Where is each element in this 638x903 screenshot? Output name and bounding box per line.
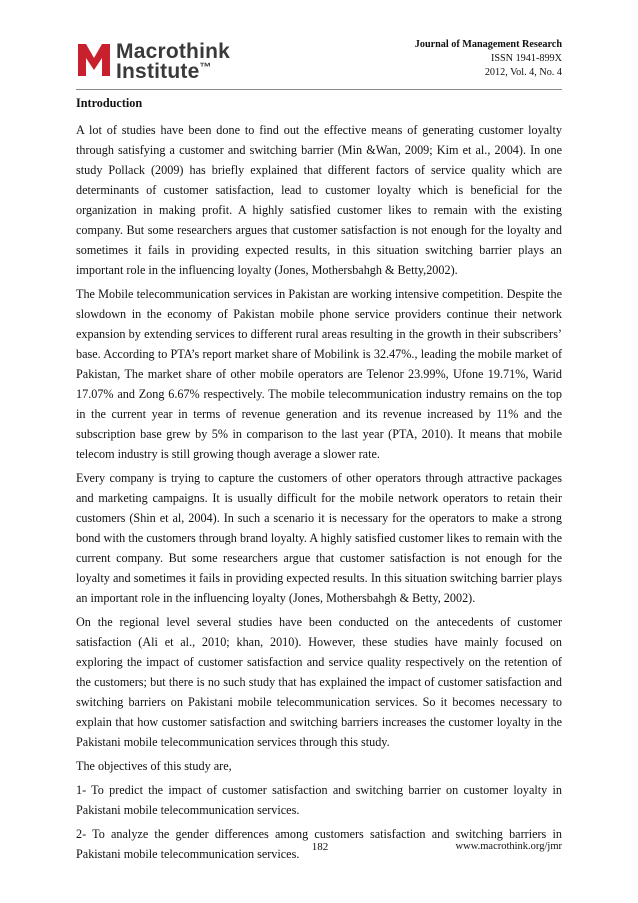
page-header [76,38,562,90]
paragraph: On the regional level several studies have been conducted on the antecedents of customer satisfaction (Ali et al., 2010; khan, 2010). However, these studies have mainly focused on exploring the impact of customer satisfaction and service quality respectively on the retention of the customers; but there is no such study that has explained the impact of customer satisfaction and switching barriers on Pakistani mobile telecommunication services. So it becomes necessary to explain that how customer satisfaction and switching barriers increases the customer loyalty in the Pakistani mobile telecommunication services through this study. [76,615,562,749]
journal-volume: 2012, Vol. 4, No. 4 [484,67,562,78]
objective-item: 1- To predict the impact of customer satisfaction and switching barrier on customer loyalty in Pakistani mobile telecommunication services. [76,783,562,817]
logo-text-line1: Macrothink [116,40,231,63]
page-number: 182 [311,841,329,853]
paragraph: The objectives of this study are, [76,759,232,773]
paragraph: The Mobile telecommunication services in Pakistan are working intensive competition. Despite the slowdown in the economy of Pakistan mobile phone service providers continue their network expansion by extending services to different rural areas resulting in the growth in their subscribers’ base. According to PTA’s report market share of Mobilink is 32.47%., leading the mobile market of Pakistan, The market share of other mobile operators are Telenor 23.99%, Ufone 19.71%, Warid 17.07% and Zong 6.67% respectively. The mobile telecommunication industry remains on the top in the current year in terms of revenue generation and its revenue increased by 11% and the subscription base grew by 5% in comparison to the last year (PTA, 2010). It means that mobile telecom industry is still growing though average a slower rate. [76,287,562,461]
logo-text-line2 [116,60,212,84]
macrothink-m-logo-icon [76,42,112,78]
logo-text-line2-word: Institute [116,60,200,83]
journal-title: Journal of Management Research [414,39,562,50]
header-rule [76,89,562,90]
objective-item: 2- To analyze the gender differences among customers satisfaction and switching barriers in Pakistani mobile telecommunication services. [76,827,562,861]
section-heading: Introduction [76,96,143,110]
journal-url-link[interactable]: www.macrothink.org/jmr [455,841,562,852]
paragraph: Every company is trying to capture the customers of other operators through attractive packages and marketing campaigns. It is usually difficult for the mobile network operators to retain their customers (Shin et al, 2004). In such a scenario it is necessary for the operators to make a strong bond with the customers through brand loyalty. A highly satisfied customer likes to remain with the current company. But some researchers argue that customer satisfaction is not enough for the loyalty and sometimes it fails in providing expected results. In this situation switching barrier plays an important role in the influencing loyalty (Jones, Mothersbahgh & Betty, 2002). [76,471,562,605]
paragraph: A lot of studies have been done to find out the effective means of generating customer loyalty through satisfying a customer and switching barrier (Min &Wan, 2009; Kim et al., 2004). In one study Pollack (2009) has briefly explained that different factors of service quality which are determinants of customer satisfaction, lead to customer loyalty which is beneficial for the organization in making profit. A highly satisfied customer likes to remain with the existing company. But some researchers argues that customer satisfaction is not enough for the loyalty and sometimes it fails in providing expected results, in this situation switching barrier plays an important role in the influencing loyalty (Jones, Mothersbahgh & Betty,2002). [76,123,562,277]
article-body [76,96,562,868]
journal-info [415,38,562,80]
publisher-logo [76,38,276,84]
logo-trademark: ™ [199,60,212,74]
journal-issn: ISSN 1941-899X [490,53,562,64]
